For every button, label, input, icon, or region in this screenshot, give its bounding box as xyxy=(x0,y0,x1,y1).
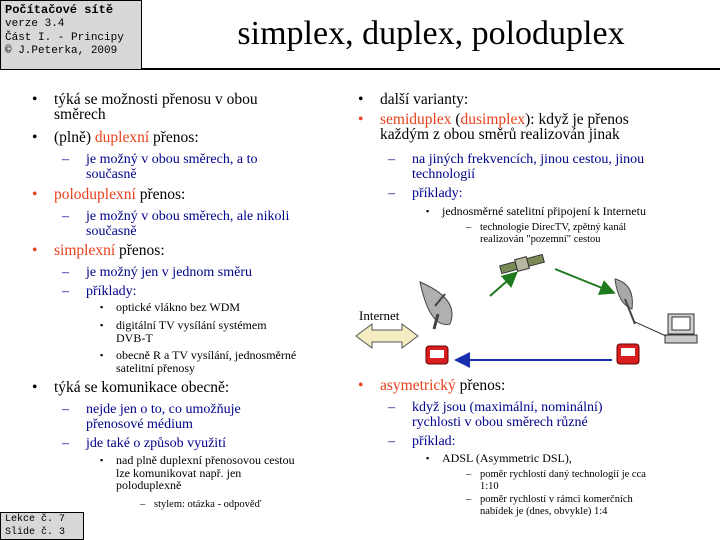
r-bullet-2-highlight: semiduplex xyxy=(380,111,452,128)
sub-text: je možný v obou směrech, ale nikoli xyxy=(86,209,290,224)
bullet-5 xyxy=(32,379,230,396)
bullet-2-suffix: přenos: xyxy=(149,129,199,146)
dish-icon-left xyxy=(420,282,452,329)
r-example-1 xyxy=(426,204,646,218)
example-1 xyxy=(100,300,241,314)
sub-text: příklad: xyxy=(412,434,456,449)
square-marker: ▪ xyxy=(100,350,104,360)
r-bullet-2-suffix: ): když je přenos xyxy=(525,111,629,128)
satellite-diagram xyxy=(350,244,710,379)
r-bullet-3-highlight: asymetrický xyxy=(380,377,456,394)
dash-marker: – xyxy=(62,402,69,417)
sub-text-cont: přenosové médium xyxy=(86,417,193,432)
bullet-3-highlight: poloduplexní xyxy=(54,186,136,203)
internet-double-arrow-icon xyxy=(356,324,418,348)
bullet-dot: • xyxy=(32,379,38,396)
example-3 xyxy=(100,348,297,375)
example-sub-text: poměr rychlostí v rámci komerčních xyxy=(480,494,633,505)
square-marker: ▪ xyxy=(100,302,104,312)
course-name: Počítačové sítě xyxy=(5,3,114,17)
example-4 xyxy=(100,453,295,492)
sub-text-cont: současně xyxy=(86,167,137,182)
r-example-1-sub xyxy=(466,222,627,245)
dash-marker: – xyxy=(388,400,395,415)
bullet-4-sub-2 xyxy=(62,284,137,299)
dash-marker: – xyxy=(466,469,472,480)
dash-marker: – xyxy=(140,499,146,510)
bullet-4 xyxy=(32,242,165,259)
part-label: Část I. - Principy xyxy=(5,31,124,44)
bullet-dot: • xyxy=(32,129,38,146)
r-bullet-2-sub-1 xyxy=(388,152,645,182)
example-text: obecně R a TV vysílání, jednosměrné xyxy=(116,348,297,362)
bullet-2-sub-1 xyxy=(62,152,258,182)
phone-icon-left xyxy=(426,346,448,364)
downlink-arrow xyxy=(555,269,612,292)
example-text-cont: poloduplexně xyxy=(116,478,182,492)
square-marker: ▪ xyxy=(100,320,104,330)
bullet-2-highlight: duplexní xyxy=(94,129,150,146)
cable-line xyxy=(635,322,666,336)
bullet-3-suffix: přenos: xyxy=(135,186,186,203)
satellite-icon xyxy=(499,253,545,276)
bullet-1 xyxy=(32,91,258,123)
example-text: nad plně duplexní přenosovou cestou xyxy=(116,453,295,467)
square-marker: ▪ xyxy=(100,455,104,465)
r-bullet-2 xyxy=(358,111,629,143)
bullet-3-sub-1 xyxy=(62,209,290,239)
dash-marker: – xyxy=(388,152,395,167)
example-text: digitální TV vysílání systémem xyxy=(116,318,267,332)
dash-marker: – xyxy=(388,434,395,449)
example-sub-text: poměr rychlostí daný technologií je cca xyxy=(480,469,646,480)
internet-label: Internet xyxy=(359,308,400,323)
bullet-dot: • xyxy=(32,242,38,259)
example-text-cont: DVB-T xyxy=(116,330,153,345)
example-sub-text-cont: 1:10 xyxy=(480,480,499,492)
r-bullet-3-sub-2 xyxy=(388,434,456,449)
sub-text: je možný v obou směrech, a to xyxy=(86,152,258,167)
example-text: ADSL (Asymmetric DSL), xyxy=(442,451,572,465)
dash-marker: – xyxy=(388,186,395,201)
sub-text: na jiných frekvencích, jinou cestou, jinou xyxy=(412,152,645,167)
example-text-cont: satelitní přenosy xyxy=(116,360,195,375)
dash-marker: – xyxy=(62,436,69,451)
bullet-1-text-cont: směrech xyxy=(54,106,106,123)
r-example-2-sub-2 xyxy=(466,494,633,517)
slide-footer xyxy=(0,512,84,540)
dash-marker: – xyxy=(466,494,472,505)
r-bullet-2-highlight-2: dusimplex xyxy=(460,111,526,128)
example-sub-text-cont: nabídek je (dnes, obvykle) 1:4 xyxy=(480,505,608,517)
lesson-number: Lekce č. 7 xyxy=(5,514,66,525)
r-bullet-3-sub-1 xyxy=(388,400,603,430)
bullet-1-text: týká se možnosti přenosu v obou xyxy=(54,91,258,108)
r-example-2-sub-1 xyxy=(466,469,646,492)
square-marker: ▪ xyxy=(426,453,430,463)
slide-number: Slide č. 3 xyxy=(5,526,66,538)
bullet-5-sub-2 xyxy=(62,436,226,451)
bullet-2 xyxy=(32,129,199,146)
sub-text: jde také o způsob využití xyxy=(86,436,226,451)
uplink-arrow xyxy=(490,274,515,296)
dash-marker: – xyxy=(62,265,69,280)
example-4-sub xyxy=(140,497,262,512)
bullet-3 xyxy=(32,186,186,203)
bullet-5-sub-1 xyxy=(62,402,241,432)
bullet-4-suffix: přenos: xyxy=(115,242,165,259)
r-bullet-3 xyxy=(358,377,506,394)
dash-marker: – xyxy=(62,209,69,224)
bullet-dot: • xyxy=(358,111,364,128)
example-2 xyxy=(100,318,267,345)
computer-icon xyxy=(665,314,697,343)
dash-marker: – xyxy=(466,222,472,233)
dish-icon-right xyxy=(615,279,635,324)
bullet-dot: • xyxy=(358,91,364,108)
r-bullet-1-text: další varianty: xyxy=(380,91,469,108)
sub-text: nejde jen o to, co umožňuje xyxy=(86,402,241,417)
bullet-dot: • xyxy=(32,186,38,203)
example-text: optické vlákno bez WDM xyxy=(116,300,241,314)
sub-text-cont: současně xyxy=(86,224,137,239)
r-bullet-3-suffix: přenos: xyxy=(455,377,506,394)
course-info-box xyxy=(0,0,142,70)
r-bullet-2-sub-2 xyxy=(388,186,463,201)
bullet-5-text: týká se komunikace obecně: xyxy=(54,379,230,396)
dash-marker: – xyxy=(62,152,69,167)
phone-icon-right xyxy=(617,344,639,364)
r-example-2 xyxy=(426,451,572,465)
r-bullet-2-cont: každým z obou směrů realizován jinak xyxy=(380,126,620,143)
version-label: verze 3.4 xyxy=(5,18,65,30)
example-text-cont: lze komunikovat např. jen xyxy=(116,465,242,480)
bullet-4-highlight: simplexní xyxy=(54,242,116,259)
bullet-4-sub-1 xyxy=(62,265,253,280)
sub-text: je možný jen v jednom směru xyxy=(86,265,253,280)
example-text: jednosměrné satelitní připojení k Internetu xyxy=(442,204,646,218)
example-sub-text-cont: realizován "pozemní" cestou xyxy=(480,233,601,245)
sub-text: příklady: xyxy=(412,186,463,201)
example-sub-text: stylem: otázka - odpověď xyxy=(154,499,262,510)
example-sub-text: technologie DirecTV, zpětný kanál xyxy=(480,222,627,233)
copyright-label: © J.Peterka, 2009 xyxy=(5,45,118,57)
bullet-2-prefix: (plně) xyxy=(54,129,95,146)
sub-text: příklady: xyxy=(86,284,137,299)
r-bullet-1 xyxy=(358,91,469,108)
sub-text-cont: rychlosti v obou směrech různé xyxy=(412,415,588,430)
bullet-dot: • xyxy=(358,377,364,394)
slide-title: simplex, duplex, poloduplex xyxy=(142,0,720,70)
sub-text: když jsou (maximální, nominální) xyxy=(412,400,603,415)
dash-marker: – xyxy=(62,284,69,299)
sub-text-cont: technologií xyxy=(412,167,475,182)
square-marker: ▪ xyxy=(426,206,430,216)
bullet-dot: • xyxy=(32,91,38,108)
r-bullet-2-mid: ( xyxy=(451,111,461,128)
